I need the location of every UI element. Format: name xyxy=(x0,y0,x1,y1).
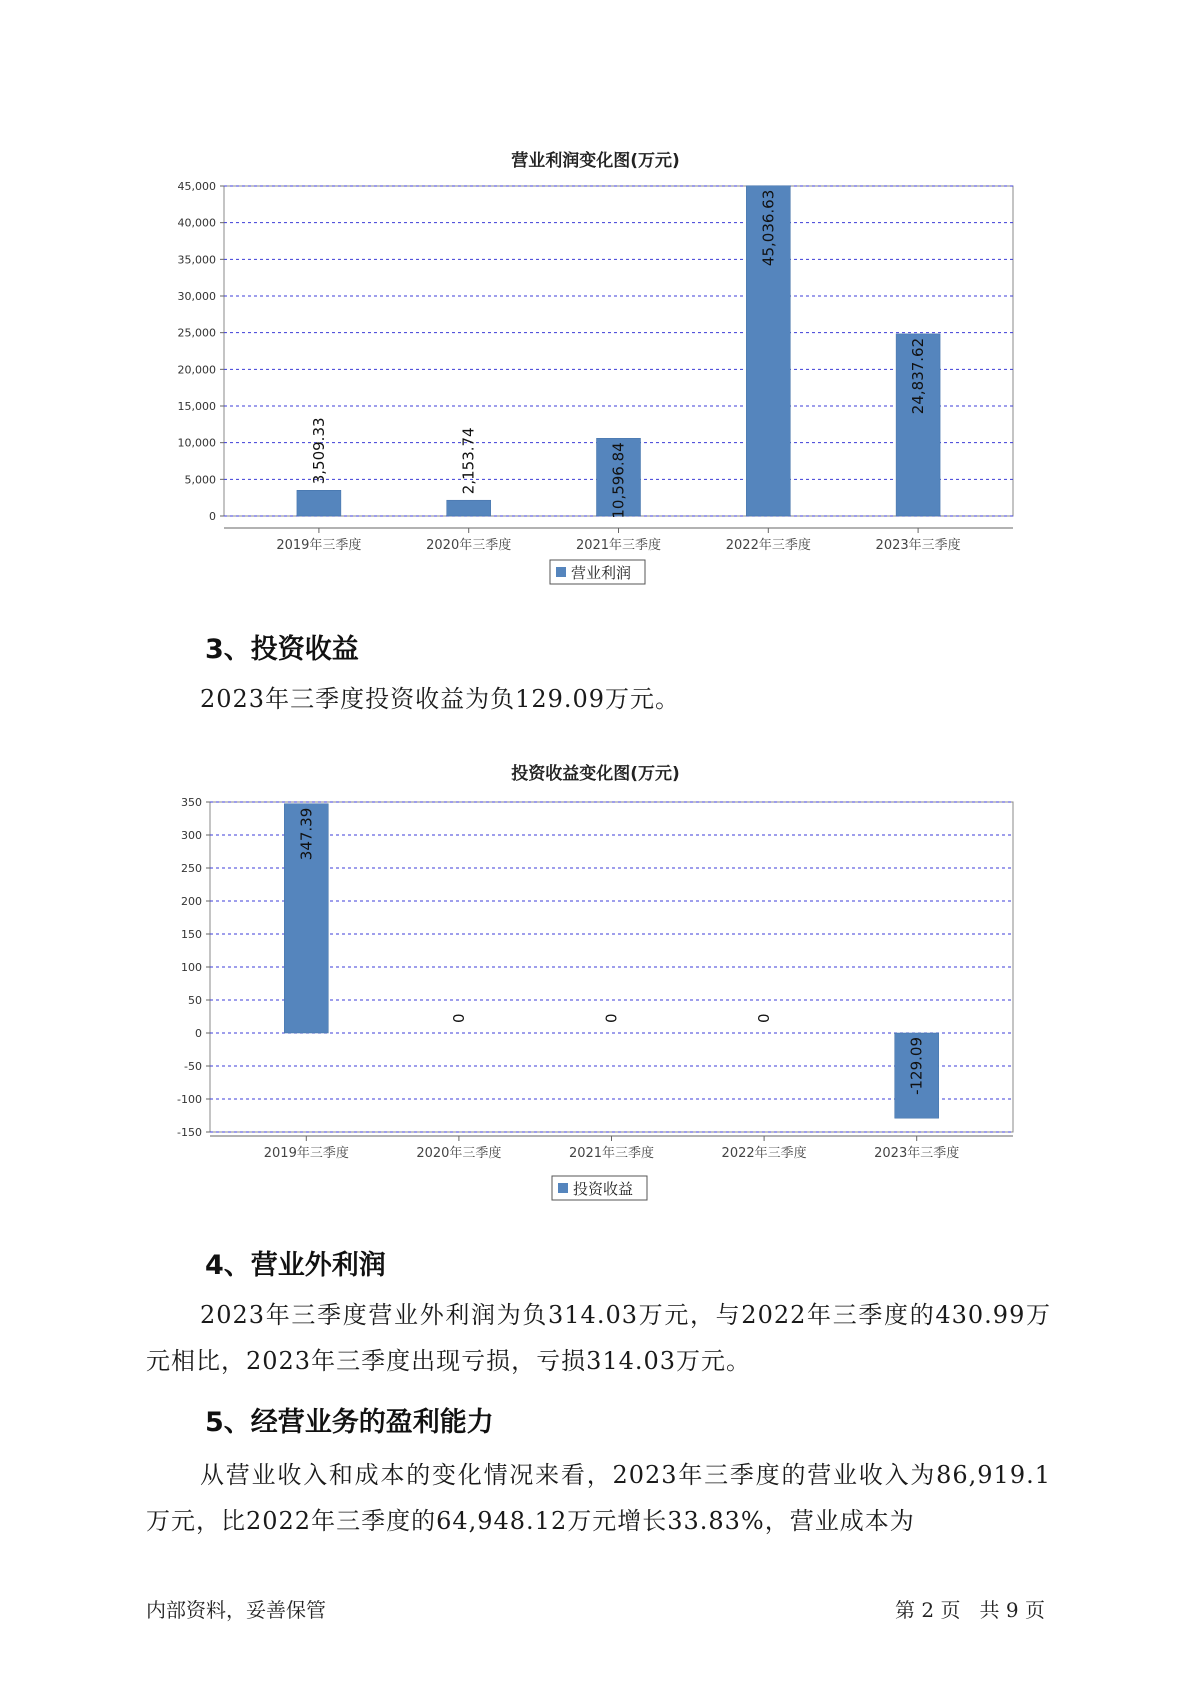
y-tick-label: 10,000 xyxy=(177,436,216,450)
section-heading-investment: 3、投资收益 xyxy=(205,634,359,665)
x-tick-label: 2022年三季度 xyxy=(725,538,811,553)
y-tick-label: 20,000 xyxy=(177,363,216,377)
y-tick-label: 45,000 xyxy=(177,180,216,193)
data-label: -129.09 xyxy=(907,1037,926,1095)
y-tick-label: 30,000 xyxy=(177,290,216,303)
footer-note: 内部资料，妥善保管 xyxy=(146,1598,326,1622)
bar xyxy=(297,490,341,516)
y-tick-label: 5,000 xyxy=(184,473,216,487)
y-tick-label: -100 xyxy=(177,1093,202,1106)
investment-income-chart xyxy=(0,780,1191,1200)
operating-profit-chart xyxy=(0,170,1191,582)
data-label: 10,596.84 xyxy=(609,442,628,519)
chart1-title: 营业利润变化图(万元) xyxy=(511,151,680,171)
paragraph-profitability: 从营业收入和成本的变化情况来看，2023年三季度的营业收入为86,919.1万元，比2022年三季度的64,948.12万元增长33.83%，营业成本为 xyxy=(146,1461,1051,1535)
data-label: 24,837.62 xyxy=(909,337,928,415)
x-tick-label: 2019年三季度 xyxy=(263,1146,349,1161)
data-label: 45,036.63 xyxy=(759,189,778,267)
x-tick-label: 2021年三季度 xyxy=(575,538,662,553)
y-tick-label: 25,000 xyxy=(177,326,216,340)
y-tick-label: 100 xyxy=(181,961,202,974)
data-label: 347.39 xyxy=(297,807,316,861)
y-tick-label: 0 xyxy=(209,510,216,523)
y-tick-label: 50 xyxy=(188,994,202,1007)
y-tick-label: 15,000 xyxy=(177,400,216,413)
y-tick-label: 0 xyxy=(195,1027,202,1040)
x-tick-label: 2023年三季度 xyxy=(874,1146,960,1161)
legend-swatch xyxy=(558,1183,568,1193)
data-label: 0 xyxy=(602,1013,621,1023)
data-label: 0 xyxy=(449,1013,468,1023)
y-tick-label: 200 xyxy=(181,895,202,908)
y-tick-label: 40,000 xyxy=(177,216,216,230)
y-tick-label: 250 xyxy=(181,862,202,875)
x-tick-label: 2019年三季度 xyxy=(276,538,362,553)
x-tick-label: 2020年三季度 xyxy=(426,538,512,553)
legend-label: 营业利润 xyxy=(571,564,632,582)
y-tick-label: -50 xyxy=(184,1060,202,1073)
y-tick-label: 150 xyxy=(181,928,202,941)
bar xyxy=(447,500,491,516)
data-label: 3,509.33 xyxy=(309,417,328,485)
x-tick-label: 2023年三季度 xyxy=(875,538,961,553)
legend-swatch xyxy=(556,567,566,577)
data-label: 2,153.74 xyxy=(459,427,478,495)
x-tick-label: 2021年三季度 xyxy=(568,1146,655,1161)
legend-label: 投资收益 xyxy=(573,1180,634,1198)
paragraph-investment: 2023年三季度投资收益为负129.09万元。 xyxy=(200,685,681,713)
section-heading-profitability: 5、经营业务的盈利能力 xyxy=(205,1407,494,1438)
data-label: 0 xyxy=(755,1013,774,1023)
paragraph-non-operating: 2023年三季度营业外利润为负314.03万元，与2022年三季度的430.99万元相比，2023年三季度出现亏损，亏损314.03万元。 xyxy=(146,1301,1051,1375)
y-tick-label: 300 xyxy=(181,829,202,842)
page-number: 第 2 页 共 9 页 xyxy=(895,1598,1045,1622)
y-tick-label: 350 xyxy=(181,796,202,809)
y-tick-label: 35,000 xyxy=(177,253,216,267)
y-tick-label: -150 xyxy=(177,1126,202,1139)
x-tick-label: 2020年三季度 xyxy=(416,1146,502,1161)
x-tick-label: 2022年三季度 xyxy=(721,1146,807,1161)
chart2-title: 投资收益变化图(万元) xyxy=(511,764,680,784)
section-heading-non-operating: 4、营业外利润 xyxy=(205,1250,386,1281)
